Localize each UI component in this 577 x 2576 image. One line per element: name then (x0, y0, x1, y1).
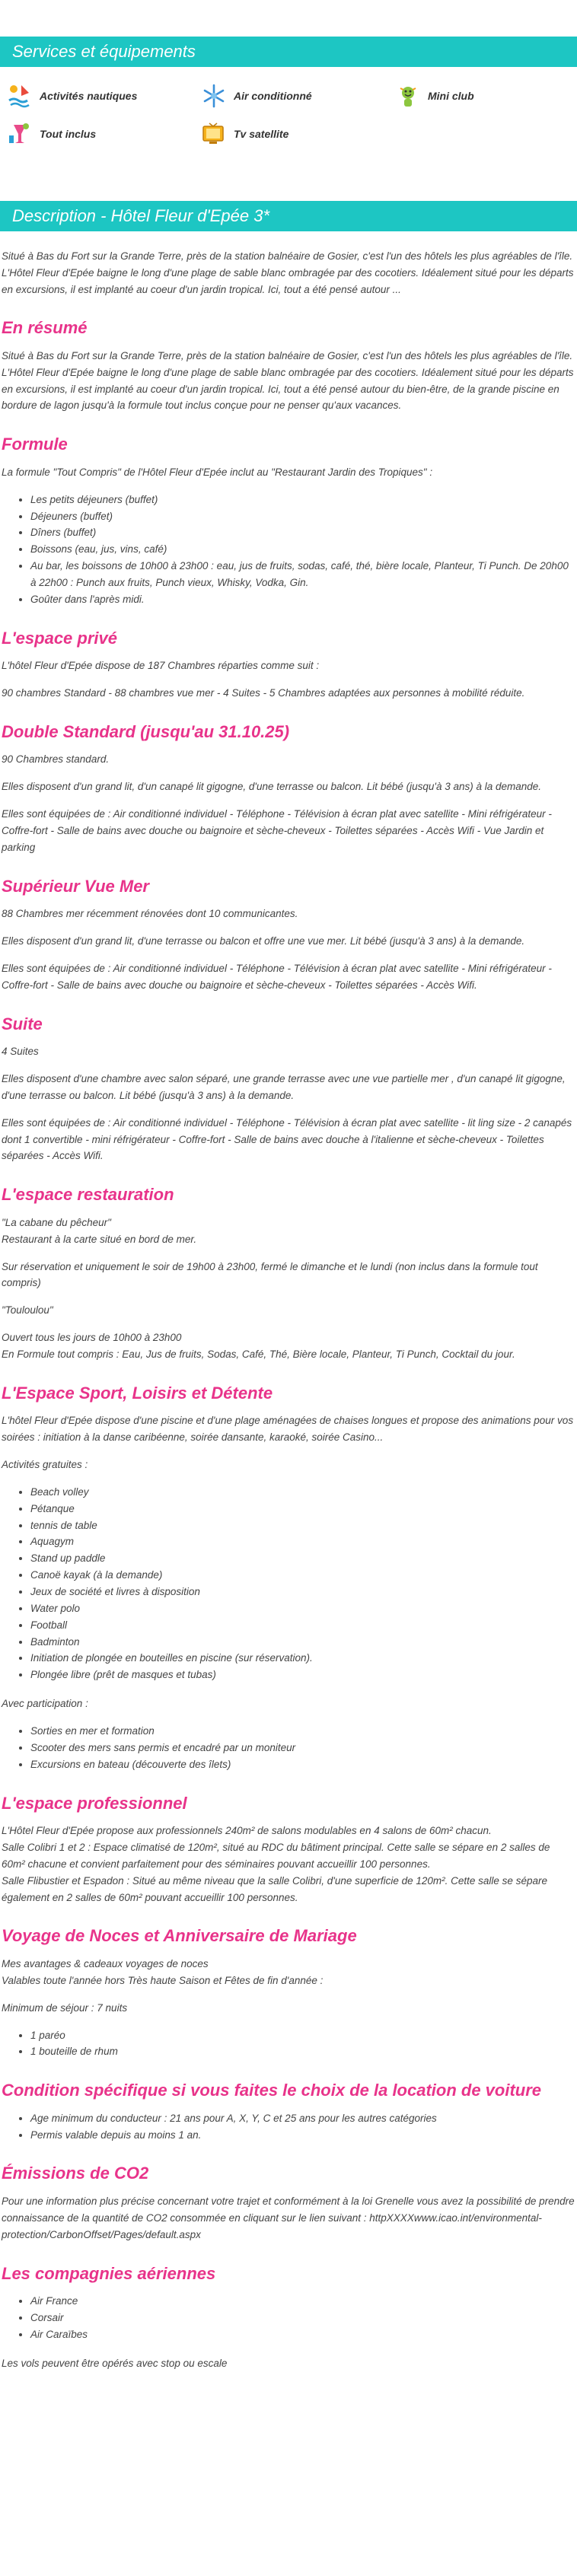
room-text: Elles disposent d'un grand lit, d'une terrasse ou balcon et offre une vue mer. Lit bébé (jusqu'à 3 ans) à la demande. (2, 935, 525, 947)
list-item: • Pétanque (30, 1501, 575, 1517)
resume-heading: En résumé (2, 318, 88, 338)
amenity-tv (200, 120, 394, 148)
list-item: • Excursions en bateau (découverte des îlets) (30, 1756, 575, 1773)
amenities-grid (0, 78, 577, 148)
formule-heading: Formule (2, 435, 68, 454)
noces-sejour: Minimum de séjour : 7 nuits (2, 2001, 128, 2014)
restaurant-hours: Ouvert tous les jours de 10h00 à 23h00 (2, 1332, 182, 1344)
room-text: Elles disposent d'une chambre avec salon séparé, une grande terrasse avec une vue partielle mer , d'un canapé lit gigogne, d'une terrasse ou balcon. Lit bébé (jusqu'à 3 ans) à la demande. (2, 1072, 566, 1101)
paid-activities-label: Avec participation : (2, 1698, 88, 1710)
sport-heading: L'Espace Sport, Loisirs et Détente (2, 1383, 273, 1403)
paid-activities-list (2, 1723, 575, 1773)
noces-line: Mes avantages & cadeaux voyages de noces (2, 1957, 209, 1969)
co2-text: Pour une information plus précise concernant votre trajet et conformément à la loi Grenelle vous avez la possibilité de prendre connaissance de la quantité de CO2 consommée en cliquant sur le lien suivant : httpXXXXwww.icao.int/environmental-protection/CarbonOffset/Pages/default.aspx (2, 2195, 575, 2240)
list-item: • 1 bouteille de rhum (30, 2043, 575, 2060)
list-item: • tennis de table (30, 1517, 575, 1534)
restaurant-desc: Restaurant à la carte situé en bord de mer. (2, 1233, 197, 1245)
list-item: • Water polo (30, 1600, 575, 1617)
description-banner: Description - Hôtel Fleur d'Epée 3* (0, 201, 577, 231)
noces-gifts-list (2, 2027, 575, 2061)
espace-prive-text: 90 chambres Standard - 88 chambres vue mer - 4 Suites - 5 Chambres adaptées aux personnes à mobilité réduite. (2, 687, 525, 699)
amenity-all-inclusive (6, 120, 200, 148)
amenity-label: Activités nautiques (40, 89, 138, 102)
room-text: 88 Chambres mer récemment rénovées dont 10 communicantes. (2, 908, 298, 920)
list-item: • Les petits déjeuners (buffet) (30, 492, 575, 508)
amenity-water-sports (6, 82, 200, 110)
list-item: • Dîners (buffet) (30, 524, 575, 541)
services-banner: Services et équipements (0, 37, 577, 67)
espace-prive-text: L'hôtel Fleur d'Epée dispose de 187 Chambres réparties comme suit : (2, 660, 320, 672)
list-item: • Canoë kayak (à la demande) (30, 1567, 575, 1584)
room-text: Elles sont équipées de : Air conditionné individuel - Téléphone - Télévision à écran plat avec satellite - Mini réfrigérateur - Coffre-fort - Salle de bains avec douche ou baignoire et sèche-cheveux - Toilettes séparées - Accès Wifi - Vue Jardin et parking (2, 808, 552, 853)
room-text: 4 Suites (2, 1046, 39, 1058)
list-item: • Air Caraïbes (30, 2326, 575, 2343)
list-item: • Badminton (30, 1634, 575, 1651)
room-text: Elles sont équipées de : Air conditionné individuel - Téléphone - Télévision à écran plat avec satellite - lit ling size - 2 canapés dont 1 convertible - mini réfrigérateur - Coffre-fort - Salle de bains avec douche à l'italienne et sèche-cheveux - Toilettes séparées - Accès Wifi. (2, 1116, 572, 1162)
amenity-label: Air conditionné (234, 89, 312, 102)
double-standard-heading: Double Standard (jusqu'au 31.10.25) (2, 721, 290, 741)
list-item: • Jeux de société et livres à disposition (30, 1584, 575, 1600)
compagnies-heading: Les compagnies aériennes (2, 2263, 216, 2283)
restauration-text (2, 1215, 575, 1248)
co2-heading: Émissions de CO2 (2, 2164, 149, 2183)
list-item: • Permis valable depuis au moins 1 an. (30, 2127, 575, 2144)
list-item: • Air France (30, 2293, 575, 2310)
water-sports-icon (6, 82, 33, 110)
all-inclusive-icon (6, 120, 33, 148)
list-item: • Boissons (eau, jus, vins, café) (30, 541, 575, 558)
superieur-heading: Supérieur Vue Mer (2, 876, 149, 896)
amenity-mini-club (394, 82, 577, 110)
free-activities-label: Activités gratuites : (2, 1459, 88, 1471)
amenity-label: Mini club (428, 89, 474, 102)
list-item: • Beach volley (30, 1484, 575, 1501)
espace-prive-heading: L'espace privé (2, 628, 117, 648)
location-list (2, 2110, 575, 2144)
list-item: • Déjeuners (buffet) (30, 508, 575, 525)
formule-intro: La formule "Tout Compris" de l'Hôtel Fleur d'Epée inclut au "Restaurant Jardin des Tropiques" : (2, 466, 433, 478)
list-item: • Plongée libre (prêt de masques et tubas) (30, 1667, 575, 1683)
list-item: • Football (30, 1617, 575, 1634)
room-text: 90 Chambres standard. (2, 753, 110, 766)
room-text: Elles sont équipées de : Air conditionné individuel - Téléphone - Télévision à écran plat avec satellite - Mini réfrigérateur - Coffre-fort - Salle de bains avec douche ou baignoire et sèche-cheveux - Toilettes séparées - Accès Wifi. (2, 962, 552, 991)
amenity-label: Tout inclus (40, 127, 97, 140)
compagnies-note: Les vols peuvent être opérés avec stop ou escale (2, 2357, 228, 2369)
restauration-heading: L'espace restauration (2, 1185, 174, 1205)
snowflake-icon (200, 82, 228, 110)
list-item: • Initiation de plongée en bouteilles en piscine (sur réservation). (30, 1650, 575, 1667)
list-item: • Goûter dans l'après midi. (30, 591, 575, 608)
restauration-text: "Touloulou" (2, 1304, 53, 1317)
restauration-text (2, 1329, 575, 1363)
tv-icon (200, 120, 228, 148)
room-text: Elles disposent d'un grand lit, d'un canapé lit gigogne, d'une terrasse ou balcon. Lit bébé (jusqu'à 3 ans) à la demande. (2, 781, 542, 793)
suite-heading: Suite (2, 1014, 43, 1033)
restaurant-formula: En Formule tout compris : Eau, Jus de fruits, Sodas, Café, Thé, Bière locale, Planteur, Ti Punch, Cocktail du jour. (2, 1348, 515, 1360)
list-item: • 1 paréo (30, 2027, 575, 2044)
resume-text: Situé à Bas du Fort sur la Grande Terre, près de la station balnéaire de Gosier, c'est l'un des hôtels les plus agréables de l'île. L'Hôtel Fleur d'Epée baigne le long d'une plage de sable blanc ombragée par des cocotiers. Idéalement situé pour les départs en excursions, il est implanté au coeur d'un jardin tropical. Ici, tout a été pensé autour du bien-être, de la grande piscine en bordure de lagon jusqu'à la formule tout inclus conçue pour ne penser qu'aux vacances. (2, 349, 574, 412)
professionnel-line: Salle Flibustier et Espadon : Situé au même niveau que la salle Colibri, d'une superficie de 120m². Cette salle se sépare également en 2 salles de 60m² pouvant accueillir 100 personnes. (2, 1874, 547, 1903)
list-item: • Scooter des mers sans permis et encadré par un moniteur (30, 1740, 575, 1756)
compagnies-list (2, 2293, 575, 2343)
professionnel-heading: L'espace professionnel (2, 1793, 187, 1813)
noces-line: Valables toute l'année hors Très haute Saison et Fêtes de fin d'année : (2, 1974, 324, 1986)
professionnel-text (2, 1823, 575, 1906)
kids-club-icon (394, 82, 422, 110)
professionnel-line: Salle Colibri 1 et 2 : Espace climatisé de 120m², situé au RDC du bâtiment principal. Cette salle se sépare en 2 salles de 60m² chacune et convient parfaitement pour des séminaires pouvant accueillir 100 personnes. (2, 1841, 550, 1870)
formule-list (2, 492, 575, 608)
restauration-text: Sur réservation et uniquement le soir de 19h00 à 23h00, fermé le dimanche et le lundi (non inclus dans la formule tout compris) (2, 1260, 538, 1289)
restaurant-name: "La cabane du pêcheur" (2, 1216, 111, 1228)
noces-heading: Voyage de Noces et Anniversaire de Mariage (2, 1926, 357, 1946)
list-item: • Au bar, les boissons de 10h00 à 23h00 : eau, jus de fruits, sodas, café, thé, bière locale, Planteur, Ti Punch. De 20h00 à 22h00 : Punch aux fruits, Punch vieux, Whisky, Vodka, Gin. (30, 558, 575, 591)
free-activities-list (2, 1484, 575, 1683)
list-item: • Aquagym (30, 1533, 575, 1550)
sport-intro: L'hôtel Fleur d'Epée dispose d'une piscine et d'une plage aménagées de chaises longues et propose des animations pour vos soirées : initiation à la danse caribéenne, soirée dansante, karaoké, soirée Casino... (2, 1415, 574, 1444)
list-item: • Corsair (30, 2310, 575, 2326)
noces-text (2, 1956, 575, 1989)
location-heading: Condition spécifique si vous faites le choix de la location de voiture (2, 2081, 542, 2100)
amenity-air-conditioning (200, 82, 394, 110)
list-item: • Sorties en mer et formation (30, 1723, 575, 1740)
professionnel-line: L'Hôtel Fleur d'Epée propose aux professionnels 240m² de salons modulables en 4 salons de 60m² chacun. (2, 1825, 492, 1837)
description-section (0, 248, 577, 2372)
description-intro: Situé à Bas du Fort sur la Grande Terre, près de la station balnéaire de Gosier, c'est l'un des hôtels les plus agréables de l'île. L'Hôtel Fleur d'Epée baigne le long d'une plage de sable blanc ombragée par des cocotiers. Idéalement situé pour les départs en excursions, il est implanté au coeur d'un jardin tropical. Ici, tout a été pensé autour ... (2, 250, 574, 295)
list-item: • Stand up paddle (30, 1550, 575, 1567)
list-item: • Age minimum du conducteur : 21 ans pour A, X, Y, C et 25 ans pour les autres catégories (30, 2110, 575, 2127)
amenity-label: Tv satellite (234, 127, 289, 140)
